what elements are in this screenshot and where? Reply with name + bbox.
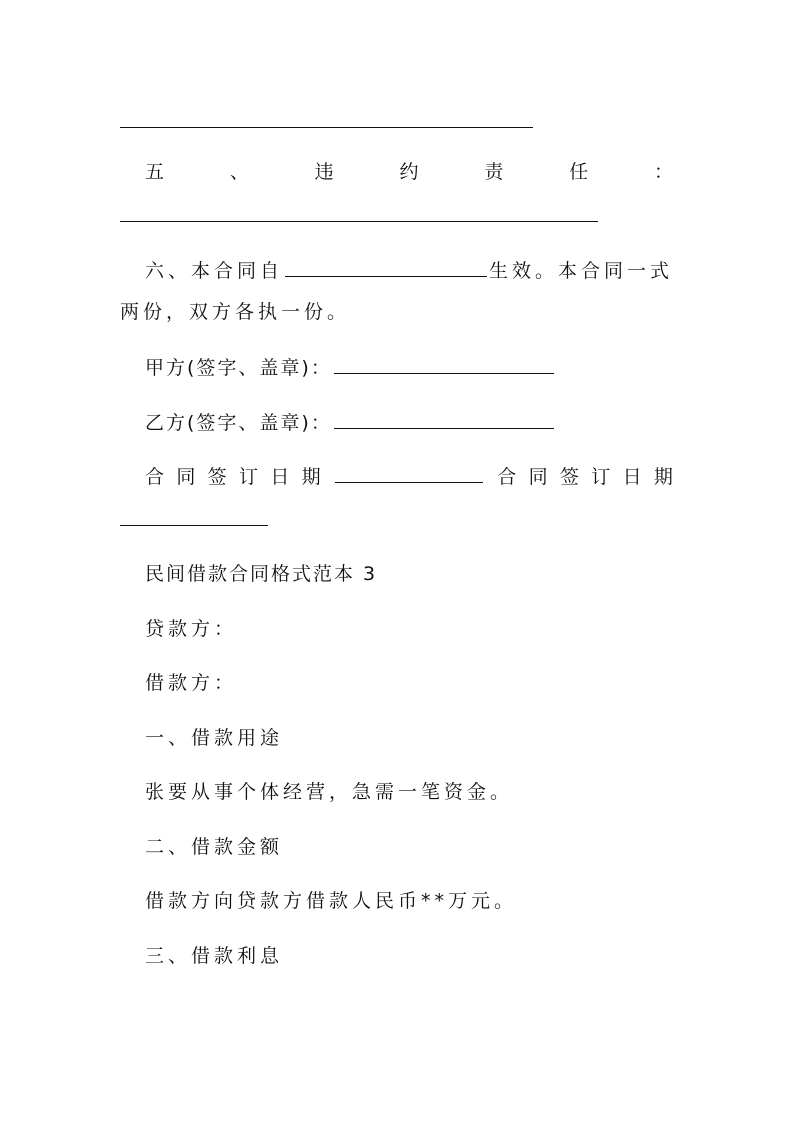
sign-date-char: 日 bbox=[270, 466, 290, 488]
sign-date-char: 合 bbox=[497, 466, 517, 488]
sign-date-blank-a[interactable] bbox=[335, 464, 483, 483]
sign-date-blank-b[interactable] bbox=[120, 525, 268, 526]
section-5-char: 违 bbox=[314, 161, 334, 183]
section-1-heading: 一、借款用途 bbox=[145, 727, 284, 749]
sign-date-char: 日 bbox=[622, 466, 642, 488]
section-5-char: 、 bbox=[229, 161, 249, 183]
sign-date-char: 签 bbox=[207, 466, 227, 488]
borrower-label: 借款方： bbox=[145, 672, 238, 694]
sign-date-char: 合 bbox=[145, 466, 165, 488]
section-5-char: 责 bbox=[484, 161, 504, 183]
sign-date-char: 订 bbox=[591, 466, 611, 488]
section-6-line-1 bbox=[145, 258, 673, 283]
party-b-label: 乙方(签字、盖章)： bbox=[145, 412, 332, 434]
sign-date-char: 同 bbox=[176, 466, 196, 488]
lender-label: 贷款方： bbox=[145, 618, 238, 640]
sign-date-char: 签 bbox=[559, 466, 579, 488]
section-5-char: 约 bbox=[399, 161, 419, 183]
party-a-signature-blank[interactable] bbox=[334, 355, 554, 374]
section-1-body: 张要从事个体经营，急需一笔资金。 bbox=[145, 781, 514, 803]
effective-date-blank[interactable] bbox=[285, 258, 487, 277]
sign-date-line bbox=[145, 464, 673, 489]
party-a-label: 甲方(签字、盖章)： bbox=[145, 357, 332, 379]
party-a-signature-line bbox=[145, 355, 556, 380]
party-b-signature-blank[interactable] bbox=[334, 410, 554, 429]
section-5-char: ： bbox=[653, 161, 673, 183]
blank-line-top bbox=[120, 127, 533, 128]
section-5-char: 任 bbox=[569, 161, 589, 183]
party-b-signature-line bbox=[145, 410, 556, 435]
sign-date-char: 同 bbox=[528, 466, 548, 488]
section-6-line-2: 两份，双方各执一份。 bbox=[120, 301, 351, 323]
section-5-blank-line bbox=[120, 221, 598, 222]
section-2-heading: 二、借款金额 bbox=[145, 836, 284, 858]
document-title: 民间借款合同格式范本 3 bbox=[145, 563, 378, 585]
section-3-heading: 三、借款利息 bbox=[145, 945, 284, 967]
sign-date-char: 期 bbox=[653, 466, 673, 488]
section-2-body: 借款方向贷款方借款人民币**万元。 bbox=[145, 890, 518, 912]
section-5-char: 五 bbox=[145, 161, 165, 183]
section-5-heading bbox=[145, 160, 673, 184]
section-6-suffix: 生效。本合同一式 bbox=[488, 260, 673, 282]
sign-date-char: 期 bbox=[301, 466, 321, 488]
section-6-prefix: 六、本合同自 bbox=[145, 260, 284, 282]
sign-date-char: 订 bbox=[238, 466, 258, 488]
